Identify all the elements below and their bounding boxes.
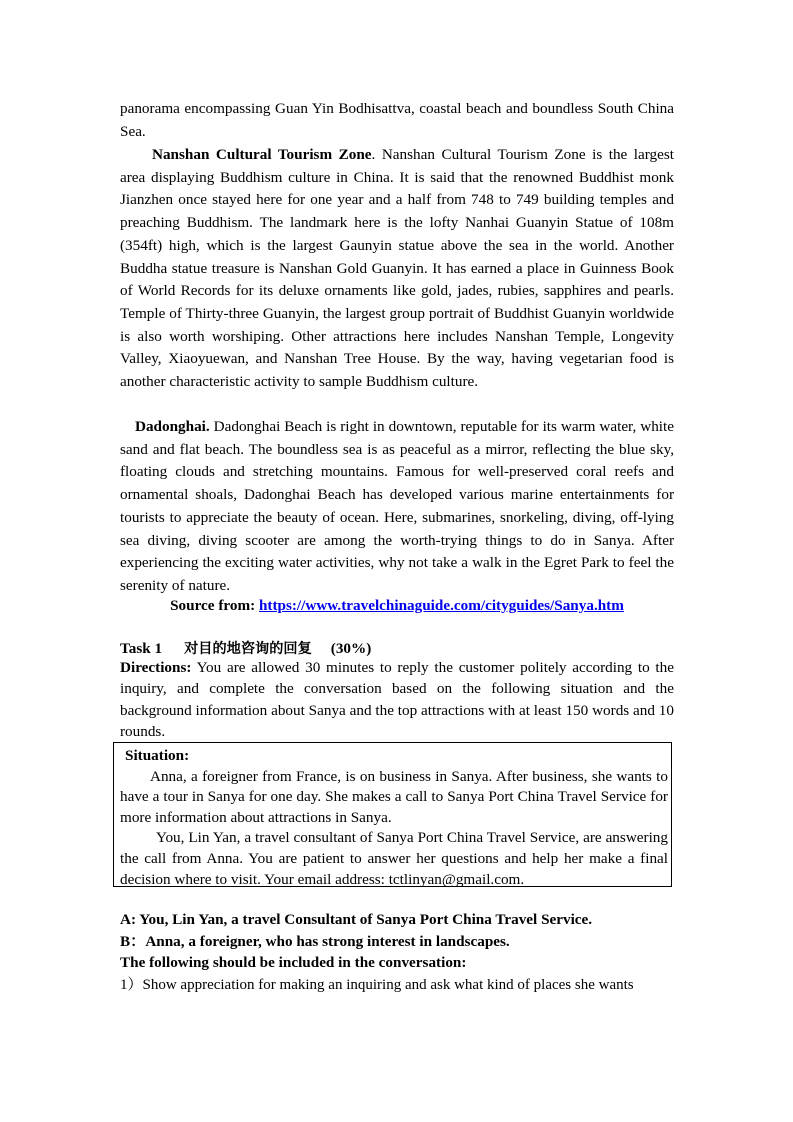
roles-block — [120, 909, 680, 974]
situation-title: Situation: — [125, 747, 190, 764]
nanshan-heading: Nanshan Cultural Tourism Zone — [152, 146, 372, 163]
intro-tail-paragraph — [120, 98, 674, 143]
source-label: Source from: — [170, 597, 259, 614]
task-number: Task 1 — [120, 640, 163, 657]
list-item: 1）Show appreciation for making an inquiring and ask what kind of places she wants — [120, 977, 634, 993]
task-weight: (30%) — [330, 640, 372, 657]
role-b: B：Anna, a foreigner, who has strong interest in landscapes. — [120, 932, 510, 950]
source-line — [120, 595, 674, 618]
intro-tail-text: panorama encompassing Guan Yin Bodhisattva, coastal beach and boundless South China Sea. — [120, 100, 674, 140]
directions-paragraph — [120, 657, 674, 742]
role-a: A: You, Lin Yan, a travel Consultant of Sanya Port China Travel Service. — [120, 911, 593, 928]
nanshan-body: . Nanshan Cultural Tourism Zone is the largest area displaying Buddhism culture in China. It is said that the renowned Buddhist monk Jianzhen once stayed here for one year and a half from 748 to 749 building temples and preaching Buddhism. The landmark here is the lofty Nanhai Guanyin Statue of 108m (354ft) high, which is the largest Gaunyin statue above the sea in the world. Another Buddha statue treasure is Nanshan Gold Guanyin. It has earned a place in Guinness Book of World Records for its deluxe ornaments like gold, jades, rubies, sapphires and pearls. Temple of Thirty-three Guanyin, the largest group portrait of Buddhist Guanyin worldwide is also worth worshiping. Other attractions here includes Nanshan Temple, Longevity Valley, Xiaoyuewan, and Nanshan Tree House. By the way, having vegetarian food is another characteristic activity to sample Buddhism culture. — [120, 146, 674, 391]
source-link[interactable]: https://www.travelchinaguide.com/cityguides/Sanya.htm — [258, 597, 624, 614]
conversation-note: The following should be included in the conversation: — [120, 954, 467, 971]
situation-paragraph-2: You, Lin Yan, a travel consultant of Sanya Port China Travel Service, are answering the call from Anna. You are patient to answer her questions and help her make a final decision where to visit. Your email address: tctlinyan@gmail.com. — [120, 829, 668, 888]
situation-paragraph-1: Anna, a foreigner from France, is on business in Sanya. After business, she wants to have a tour in Sanya for one day. She makes a call to Sanya Port China Travel Service for more information about attractions in Sanya. — [120, 767, 668, 826]
situation-box — [113, 742, 672, 887]
task-title-cn: 对目的地咨询的回复 — [184, 641, 312, 657]
nanshan-paragraph — [120, 144, 674, 394]
directions-text: You are allowed 30 minutes to reply the customer politely according to the inquiry, and complete the conversation based on the following situation and the background information about Sanya and the top attractions with at least 150 words and 10 rounds. — [120, 659, 674, 740]
directions-label: Directions: — [120, 659, 192, 676]
dadonghai-body: Dadonghai Beach is right in downtown, reputable for its warm water, white sand and flat beach. The boundless sea is as peaceful as a mirror, reflecting the blue sky, floating clouds and stretching mountains. Famous for well-preserved coral reefs and ornamental shoals, Dadonghai Beach has developed various marine entertainments for tourists to appreciate the beauty of ocean. Here, submarines, snorkeling, diving, off-lying sea diving, diving scooter are among the worth-trying things to do in Sanya. After experiencing the exciting water activities, why not take a walk in the Egret Park to feel the serenity of nature. — [120, 418, 674, 594]
dadonghai-heading: Dadonghai. — [135, 418, 210, 435]
dadonghai-paragraph — [120, 416, 674, 598]
